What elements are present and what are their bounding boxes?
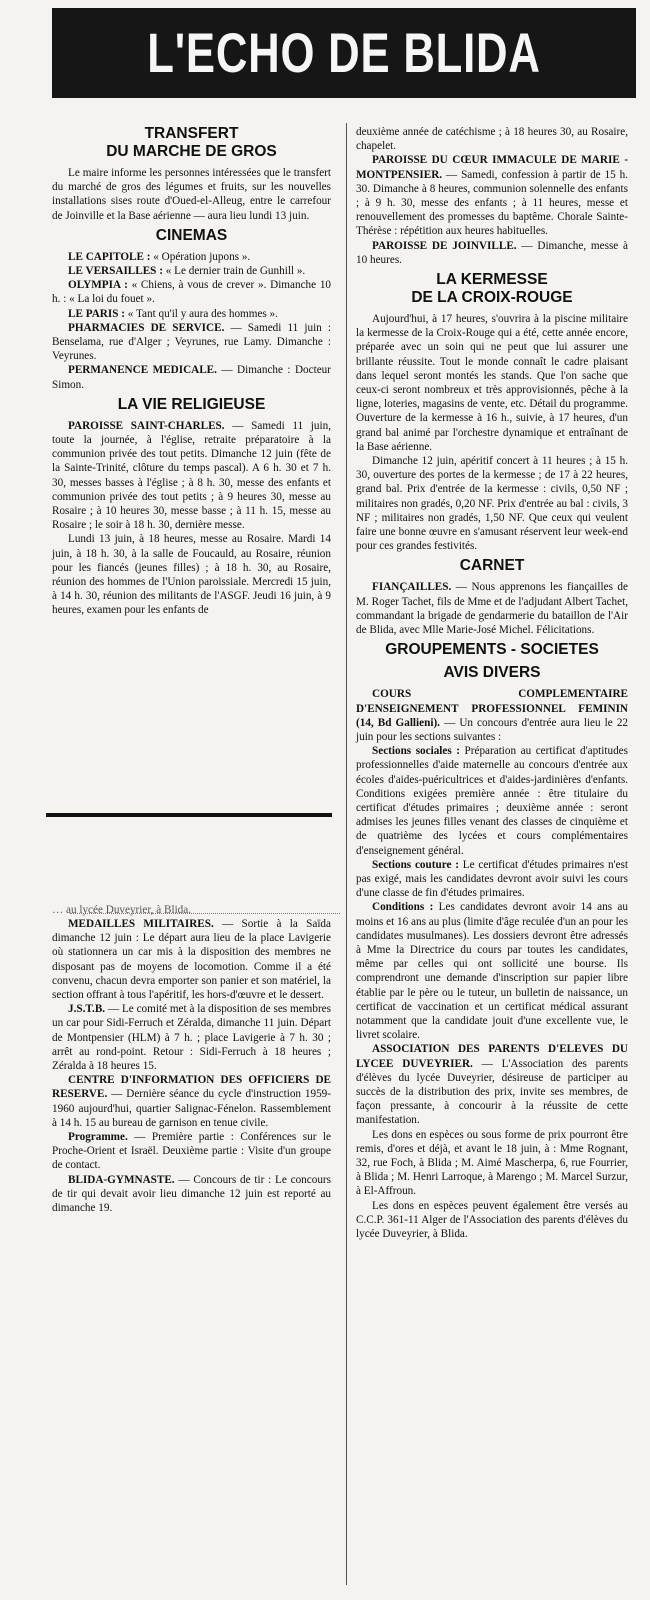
- medailles-text: — Sortie à la Saïda dimanche 12 juin : Le départ aura lieu de la place Lavigerie où stationnera un car mis à la disposition des membres ne disposant pas de moyens de locomotion. Comme il a été convenu, chacun devra emporter son panier et son matériel, la section offrant à tous l'apéritif, les hors-d'œuvre et le dessert.: [52, 918, 331, 1002]
- jstb-text: — Le comité met à la disposition de ses membres un car pour Sidi-Ferruch et Zéralda, dimanche 11 juin. Départ de Montpensier (HLM) à 7 h. ; place Lavigerie à 7 h. 30 ; arrêt au rond-point. Retour : Sidi-Ferruch à 18 heures ; Zéralda à 18 heures 15.: [52, 1003, 331, 1073]
- carnet-heading: CARNET: [459, 557, 525, 575]
- religion-continued: deuxième année de catéchisme ; à 18 heures 30, au Rosaire, chapelet.: [356, 126, 628, 153]
- cinema-item: [52, 307, 331, 321]
- masthead: [52, 8, 636, 98]
- section-rule: [46, 813, 332, 817]
- couture-label: Sections couture :: [372, 858, 459, 871]
- sociales-text: Préparation au certificat d'aptitudes professionnelles d'aide maternelle au concours d'entrée aux écoles d'aides-puéricultrices et d'aides-jardinières d'enfants. Conditions exigées première année : être titulaire du certificat d'études primaires ; deuxième année : seront admises les jeunes filles venant des classes de cinquième et de quatrième des lycées et cours complémentaires d'enseignement général.: [356, 745, 628, 857]
- permanence-text: — Dimanche : Docteur Simon.: [52, 364, 331, 391]
- cours-label: COURS COMPLEMENTAIRE D'ENSEIGNEMENT PROFESSIONNEL FEMININ (14, Bd Gallieni).: [356, 688, 628, 729]
- dons-paragraph-2: Les dons en espèces peuvent également être versés au C.C.P. 361-11 Alger de l'Association des parents d'élèves du lycée Duveyrier, à Blida.: [356, 1199, 628, 1241]
- cut-line: … au lycée Duveyrier, à Blida.: [52, 904, 192, 916]
- dons-paragraph: Les dons en espèces ou sous forme de prix pourront être remis, d'ores et déjà, et avant le 18 juin, à : Mme Rognant, 32, rue Foch, à Blida ; M. Aimé Mascherpa, 6, rue Fourrier, à Blida ; M. Henri Larroque, à Marengo ; M. Marcel Surzur, à El-Affroun.: [356, 1128, 628, 1198]
- left-column-top: [52, 125, 331, 618]
- cinema-name: LE PARIS :: [68, 307, 125, 320]
- cinema-text: « Le dernier train de Gunhill ».: [165, 265, 306, 278]
- cours-text: — Un concours d'entrée aura lieu le 22 juin pour les sections suivantes :: [356, 716, 629, 743]
- coeur-text: — Samedi, confession à partir de 15 h. 30. Dimanche à 8 heures, communion solennelle des enfants ; à 9 h. 30, messe des enfants ; à 11 heures, messe et renouvellement des promesses du baptême. Chorale Sainte-Thérèse : répétition aux heures habituelles.: [356, 168, 629, 238]
- jstb-item: [52, 1002, 331, 1073]
- fiancailles-item: [356, 580, 628, 637]
- association-item: [356, 1042, 628, 1127]
- cinema-name: LE CAPITOLE :: [68, 250, 151, 263]
- programme-item: [52, 1130, 331, 1173]
- jstb-label: J.S.T.B.: [68, 1003, 106, 1016]
- sociales-item: [356, 744, 628, 858]
- transfert-heading: [52, 125, 331, 161]
- cinema-text: « Opération jupons ».: [153, 250, 251, 263]
- religion-heading: LA VIE RELIGIEUSE: [117, 395, 266, 413]
- kermesse-heading-line-1: LA KERMESSE: [436, 271, 548, 289]
- cinema-item: [52, 250, 331, 264]
- right-column: [356, 125, 628, 1241]
- coeur-item: [356, 153, 628, 238]
- masthead-title: L'ECHO DE BLIDA: [147, 21, 541, 84]
- cinema-text: « Chiens, à vous de crever ». Dimanche 10 h. : « La loi du fouet ».: [52, 279, 332, 306]
- groupements-heading: GROUPEMENTS - SOCIETES: [385, 641, 599, 659]
- cinema-item: [52, 264, 331, 278]
- cinema-name: OLYMPIA :: [68, 279, 128, 292]
- joinville-label: PAROISSE DE JOINVILLE.: [372, 239, 517, 252]
- kermesse-body: Aujourd'hui, à 17 heures, s'ouvrira à la piscine militaire la kermesse de la Croix-Rouge qui a été, cette année encore, préparée avec un soin qui ne peut que lui assurer une brillante réussite. Tout le monde connaît le cadre plaisant dans lequel seront montés les stands. Que l'on sache que ceux-ci seront nombreux et très approvisionnés, pêche à la ligne, loteries, magasins de vente, etc. Détail du programme. Ouverture de la kermesse à 16 h., suivie, à 17 heures, d'un grand bal animé par l'orchestre dynamique et entraînant de la Base aérienne.: [356, 313, 628, 453]
- gymnaste-text: — Concours de tir : Le concours de tir qui devait avoir lieu dimanche 12 juin est reporté au dimanche 19.: [52, 1173, 331, 1215]
- centre-item: [52, 1073, 331, 1130]
- cours-item: [356, 687, 628, 744]
- stcharles-item: [52, 419, 331, 533]
- transfert-heading-line-1: TRANSFERT: [144, 125, 239, 142]
- couture-item: [356, 858, 628, 901]
- kermesse-body-2: Dimanche 12 juin, apéritif concert à 11 heures ; à 15 h. 30, ouverture des portes de la kermesse ; de 17 à 22 heures, grand bal. Prix d'entrée de la kermesse : civils, 0,50 NF ; militaires non gradés, 0,20 NF. Prix d'entrée au bal : civils, 3 NF ; militaires non gradés, 1,50 NF. Que ceux qui veulent faire une bonne œuvre en s'amusant réservent leur week-end pour ces grandes festivités.: [356, 455, 628, 553]
- pharmacies-label: PHARMACIES DE SERVICE.: [68, 321, 225, 334]
- conditions-text: Les candidates devront avoir 14 ans au moins et 16 ans au plus (limite d'âge reculée d'un an pour les candidates musulmanes). Les dossiers devront être adressés à Mme la Directrice du cours par toutes les candidates, même par celles qui ont sollicité une bourse. Ils comprendront une demande d'inscription sur papier libre établie par le père ou le tuteur, un bulletin de naissance, un certificat de vaccination et un certificat médical assurant notamment que la candidate jouit d'une excellente vue, le livret scolaire.: [356, 901, 628, 1042]
- couture-text: Le certificat d'études primaires n'est pas exigé, mais les candidates devront avoir suivi les cours d'une classe de fin d'études primaires.: [356, 858, 629, 900]
- conditions-label: Conditions :: [372, 901, 434, 914]
- fiancailles-label: FIANÇAILLES.: [372, 581, 452, 594]
- permanence-item: [52, 363, 331, 391]
- centre-text: — Dernière séance du cycle d'instruction 1959-1960 aujourd'hui, quartier Salignac-Fénelon. Rassemblement à 14 h. 15 au bureau de garnison en tenue civile.: [52, 1088, 332, 1129]
- coeur-label: PAROISSE DU CŒUR IMMACULE DE MARIE - MONTPENSIER.: [356, 154, 628, 181]
- fiancailles-text: — Nous apprenons les fiançailles de M. Roger Tachet, fils de Mme et de l'adjudant Albert Tachet, commandant la brigade de gendarmerie du bataillon de l'Air de Blida, avec Mlle Marie-José Michel. Félicitations.: [356, 581, 628, 637]
- transfert-heading-line-2: DU MARCHE DE GROS: [106, 143, 277, 160]
- left-column-bottom: [52, 904, 331, 1215]
- avis-heading: AVIS DIVERS: [443, 664, 541, 682]
- kermesse-heading-line-2: DE LA CROIX-ROUGE: [411, 289, 573, 307]
- gymnaste-item: [52, 1173, 331, 1216]
- joinville-item: [356, 239, 628, 267]
- permanence-label: PERMANENCE MEDICALE.: [68, 364, 217, 377]
- cinema-text: « Tant qu'il y aura des hommes ».: [127, 307, 278, 320]
- medailles-label: MEDAILLES MILITAIRES.: [68, 918, 214, 930]
- gymnaste-label: BLIDA-GYMNASTE.: [68, 1173, 175, 1186]
- stcharles-label: PAROISSE SAINT-CHARLES.: [68, 419, 225, 432]
- cinema-item: [52, 278, 331, 306]
- joinville-text: — Dimanche, messe à 10 heures.: [356, 239, 629, 266]
- pharmacies-text: — Samedi 11 juin : Benselama, rue d'Alger ; Veyrunes, rue Lamy. Dimanche : Veyrunes.: [52, 321, 332, 363]
- cinema-name: LE VERSAILLES :: [68, 265, 163, 278]
- medailles-item: [52, 917, 331, 1002]
- programme-label: Programme.: [68, 1131, 128, 1144]
- column-divider: [346, 123, 347, 1585]
- programme-text: — Première partie : Conférences sur le Proche-Orient et Israël. Deuxième partie : Visite d'un groupe de contact.: [52, 1131, 331, 1172]
- cinemas-heading: CINEMAS: [155, 226, 228, 244]
- kermesse-heading: [356, 271, 628, 307]
- stcharles-continued: Lundi 13 juin, à 18 heures, messe au Rosaire. Mardi 14 juin, à 18 h. 30, à la salle de Foucauld, au Rosaire, réunion pour les fiancés (jeunes filles) ; à 18 h. 30, au Rosaire, réunion des hommes de l'Union paroissiale. Mercredi 15 juin, à 14 h. 30, réunion des militants de l'ASGF. Jeudi 16 juin, à 9 heures, examen pour les enfants de: [52, 533, 331, 617]
- conditions-item: [356, 900, 628, 1042]
- stcharles-text: — Samedi 11 juin, toute la journée, à l'église, retraite préparatoire à la communion privée des tout petits. Dimanche 12 juin (fête de la Sainte-Trinité, clôture du temps pascal). A 6 h. 30 et 7 h. 30, messes basses à l'église ; à 8 h. 30, messe des enfants et communion privée des tout petits ; à 9 heures 30, messe au Rosaire ; à 10 heures 30, messe basse ; à 11 h. 15, messe au Rosaire ; le soir à 18 h. 30, dernière messe.: [52, 419, 332, 532]
- sociales-label: Sections sociales :: [372, 745, 460, 758]
- pharmacies-item: [52, 321, 331, 364]
- centre-label: CENTRE D'INFORMATION DES OFFICIERS DE RESERVE.: [52, 1074, 331, 1101]
- association-text: — L'Association des parents d'élèves du lycée Duveyrier, désireuse de participer au succès de la distribution des prix, invite ses membres, de façon pressante, à concourir à la réussite de cette manifestation.: [356, 1057, 628, 1127]
- association-label: ASSOCIATION DES PARENTS D'ELEVES DU LYCEE DUVEYRIER.: [356, 1043, 628, 1070]
- transfert-body: Le maire informe les personnes intéressées que le transfert du marché de gros des légumes et fruits, sur les nouvelles installations sises route d'Oued-el-Alleug, entre le carrefour de Joinville et la Base aérienne — aura lieu lundi 13 juin.: [52, 167, 331, 222]
